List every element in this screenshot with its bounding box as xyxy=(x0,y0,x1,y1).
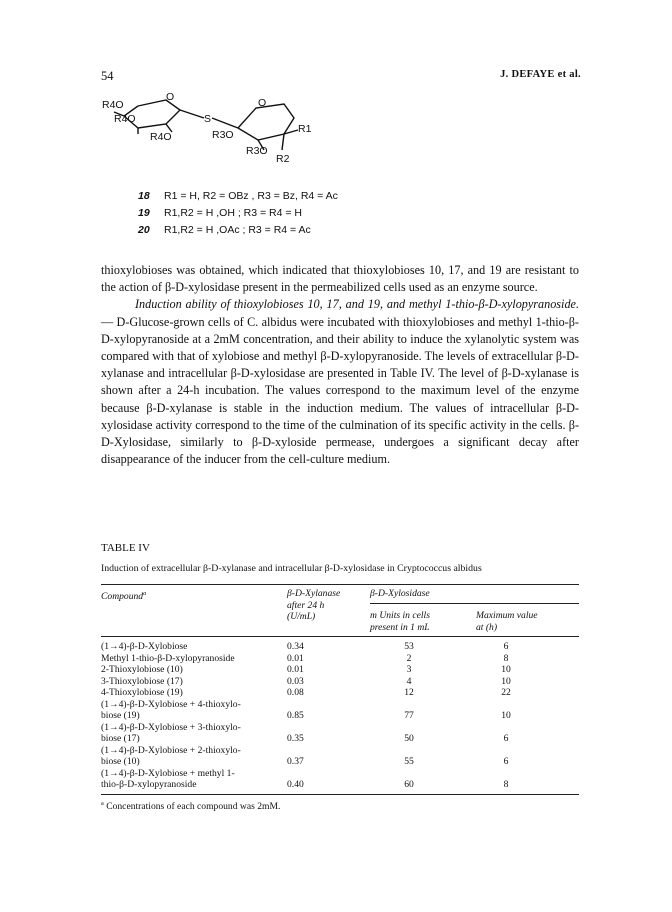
struct-label: R4O xyxy=(150,131,172,143)
table-label: TABLE IV xyxy=(101,542,150,554)
cell-compound: 2-Thioxylobiose (10) xyxy=(101,664,183,675)
header-units: m Units in cells present in 1 mL xyxy=(370,610,430,633)
cell-xylanase: 0.37 xyxy=(287,756,304,767)
cell-compound: Methyl 1-thio-β-D-xylopyranoside xyxy=(101,652,235,664)
header-max: Maximum value at (h) xyxy=(476,610,538,633)
cell-compound: (1→4)-β-D-Xylobiose + 4-thioxylo- biose (19) xyxy=(101,698,241,721)
cell-units: 3 xyxy=(406,664,412,675)
cell-max: 6 xyxy=(503,733,509,744)
table-top-rule xyxy=(101,584,579,585)
paragraph xyxy=(101,296,579,468)
cell-compound: (1→4)-β-D-Xylobiose xyxy=(101,641,188,652)
compound-line xyxy=(138,224,311,236)
cell-max: 10 xyxy=(501,664,511,675)
running-head: J. DEFAYE et al. xyxy=(500,69,581,80)
cell-max: 8 xyxy=(503,779,509,790)
cell-compound: 4-Thioxylobiose (19) xyxy=(101,687,183,698)
page-number: 54 xyxy=(101,69,114,83)
compound-definition: R1,R2 = H ,OAc ; R3 = R4 = Ac xyxy=(164,224,311,236)
table-header-rule xyxy=(101,636,579,637)
struct-label: S xyxy=(204,113,212,125)
cell-max: 6 xyxy=(503,756,509,767)
struct-label: R4O xyxy=(102,99,124,111)
cell-xylanase: 0.34 xyxy=(287,641,304,652)
cell-units: 2 xyxy=(406,652,412,664)
cell-xylanase: 0.01 xyxy=(287,664,304,675)
cell-xylanase: 0.40 xyxy=(287,779,304,790)
cell-xylanase: 0.01 xyxy=(287,652,304,664)
compound-number: 20 xyxy=(138,224,150,236)
cell-xylanase: 0.85 xyxy=(287,710,304,721)
header-xylosidase: β-D-Xylosidase xyxy=(370,588,430,599)
cell-max: 8 xyxy=(503,652,509,664)
footnote-text: Concentrations of each compound was 2mM. xyxy=(106,801,281,813)
cell-units: 50 xyxy=(404,733,414,744)
struct-label: R3O xyxy=(246,145,268,157)
cell-units: 12 xyxy=(404,687,414,698)
cell-units: 77 xyxy=(404,710,414,721)
cell-max: 6 xyxy=(503,641,509,652)
cell-compound: (1→4)-β-D-Xylobiose + 3-thioxylo- biose (17) xyxy=(101,721,241,744)
struct-label: O xyxy=(258,97,267,109)
table-caption: Induction of extracellular β-D-xylanase and intracellular β-D-xylosidase in Cryptococcus albidus xyxy=(101,563,482,574)
table-footnote: $^a$ Concentrations of each compound was 2mM. xyxy=(101,800,281,813)
xylosidase-span-rule xyxy=(370,603,579,604)
compound-definition: R1 = H, R2 = OBz , R3 = Bz, R4 = Ac xyxy=(164,190,338,202)
cell-units: 60 xyxy=(404,779,414,790)
cell-units: 55 xyxy=(404,756,414,767)
cell-xylanase: 0.08 xyxy=(287,687,304,698)
header-compound: Compound$^a$ xyxy=(101,590,147,603)
cell-units: 53 xyxy=(404,641,414,652)
paragraph-heading: Induction ability of thioxylobioses 10, 17, and 19, and methyl 1-thio-β-D-xylopyranoside. xyxy=(135,297,579,312)
struct-label: R3O xyxy=(212,129,234,141)
compound-number: 19 xyxy=(138,207,150,219)
cell-compound: (1→4)-β-D-Xylobiose + 2-thioxylo- biose (10) xyxy=(101,744,241,767)
body-text xyxy=(101,262,579,468)
paragraph: thioxylobioses was obtained, which indicated that thioxylobioses 10, 17, and 19 are resistant to the action of β-D-xylosidase present in the permeabilized cells used as an enzyme source. xyxy=(101,263,579,295)
header-xylanase: β-D-Xylanase after 24 h (U/mL) xyxy=(287,588,341,622)
compound-definition: R1,R2 = H ,OH ; R3 = R4 = H xyxy=(164,207,303,219)
paragraph-text: — D-Glucose-grown cells of C. albidus were incubated with thioxylobioses and methyl 1-thio-β-D-xylopyranoside at a 2mM concentration, and their ability to induce the xylanolytic system was compared with that of xylobiose and methyl β-D-xylopyranoside. The levels of extracellular β-D-xylanase and intracellular β-D-xylosidase are presented in Table IV. The level of β-D-xylanase is shown after a 24-h incubation. The values correspond to the maximum level of the enzyme because β-D-xylanase is stable in the induction medium. The values of intracellular β-D-xylosidase activity correspond to the time of the culmination of its specific activity in the cells. β-D-Xylosidase, similarly to β-D-xyloside permease, undergoes a significant decay after disappearance of the inducer from the cell-culture medium. xyxy=(101,314,579,467)
cell-compound: 3-Thioxylobiose (17) xyxy=(101,675,183,687)
struct-label: R2 xyxy=(276,153,290,165)
cell-xylanase: 0.35 xyxy=(287,733,304,744)
cell-xylanase: 0.03 xyxy=(287,675,304,687)
cell-max: 22 xyxy=(501,687,511,698)
compound-number: 18 xyxy=(138,190,150,202)
struct-label: O xyxy=(166,91,175,103)
cell-units: 4 xyxy=(406,675,412,687)
compound-line xyxy=(138,207,302,219)
compound-line xyxy=(138,190,338,202)
cell-max: 10 xyxy=(501,675,511,687)
table-bottom-rule xyxy=(101,794,579,795)
chemical-structure xyxy=(102,88,348,174)
struct-label: R1 xyxy=(298,123,312,135)
struct-label: R4O xyxy=(114,113,136,125)
cell-max: 10 xyxy=(501,710,511,721)
cell-compound: (1→4)-β-D-Xylobiose + methyl 1- thio-β-D-xylopyranoside xyxy=(101,767,235,790)
